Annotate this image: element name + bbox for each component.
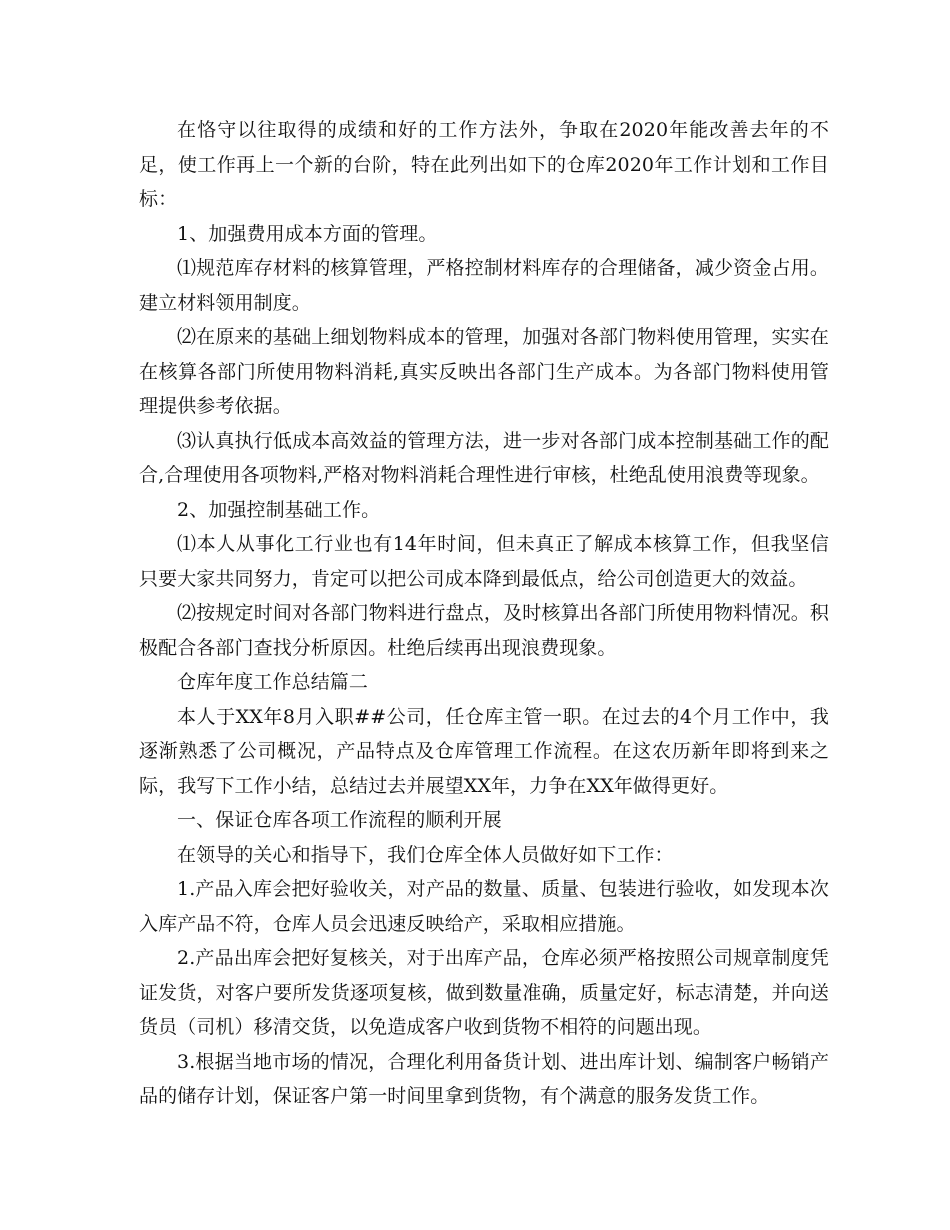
paragraph-inbound: 1.产品入库会把好验收关，对产品的数量、质量、包装进行验收，如发现本次入库产品不符，仓库人员会迅速反映给产，采取相应措施。 (139, 878, 829, 935)
paragraph-planning: 3.根据当地市场的情况，合理化利用备货计划、进出库计划、编制客户畅销产品的储存计划，保证客户第一时间里拿到货物，有个满意的服务发货工作。 (139, 1050, 829, 1107)
paragraph-item-3: ⑶认真执行低成本高效益的管理方法，进一步对各部门成本控制基础工作的配合,合理使用各项物料,严格对物料消耗合理性进行审核，杜绝乱使用浪费等现象。 (139, 429, 829, 486)
paragraph-outbound: 2.产品出库会把好复核关，对于出库产品，仓库必须严格按照公司规章制度凭证发货，对客户要所发货逐项复核，做到数量准确，质量定好，标志清楚，并向送货员（司机）移清交货，以免造成客户收到货物不相符的问题出现。 (139, 947, 829, 1038)
paragraph-heading-cost: 1、加强费用成本方面的管理。 (177, 222, 438, 245)
paragraph-guidance: 在领导的关心和指导下，我们仓库全体人员做好如下工作： (177, 843, 674, 866)
section-title: 仓库年度工作总结篇二 (177, 671, 369, 693)
paragraph-self-intro: 本人于XX年8月入职##公司，任仓库主管一职。在过去的4个月工作中，我逐渐熟悉了公司概况，产品特点及仓库管理工作流程。在这农历新年即将到来之际，我写下工作小结，总结过去并展望XX年，力争在XX年做得更好。 (139, 705, 829, 797)
paragraph-heading-workflow: 一、保证仓库各项工作流程的顺利开展 (177, 809, 502, 831)
document-body (139, 113, 829, 1114)
paragraph-item-5: ⑵按规定时间对各部门物料进行盘点，及时核算出各部门所使用物料情况。积极配合各部门查找分析原因。杜绝后续再出现浪费现象。 (139, 602, 829, 659)
paragraph-item-4: ⑴本人从事化工行业也有14年时间，但未真正了解成本核算工作，但我坚信只要大家共同努力，肯定可以把公司成本降到最低点，给公司创造更大的效益。 (139, 533, 829, 590)
paragraph-item-1: ⑴规范库存材料的核算管理，严格控制材料库存的合理储备，减少资金占用。建立材料领用制度。 (139, 257, 829, 314)
paragraph-intro: 在恪守以往取得的成绩和好的工作方法外，争取在2020年能改善去年的不足，使工作再上一个新的台阶，特在此列出如下的仓库2020年工作计划和工作目标： (139, 119, 829, 210)
paragraph-item-2: ⑵在原来的基础上细划物料成本的管理，加强对各部门物料使用管理，实实在在核算各部门所使用物料消耗,真实反映出各部门生产成本。为各部门物料使用管理提供参考依据。 (139, 326, 829, 417)
paragraph-heading-control: 2、加强控制基础工作。 (177, 498, 381, 521)
